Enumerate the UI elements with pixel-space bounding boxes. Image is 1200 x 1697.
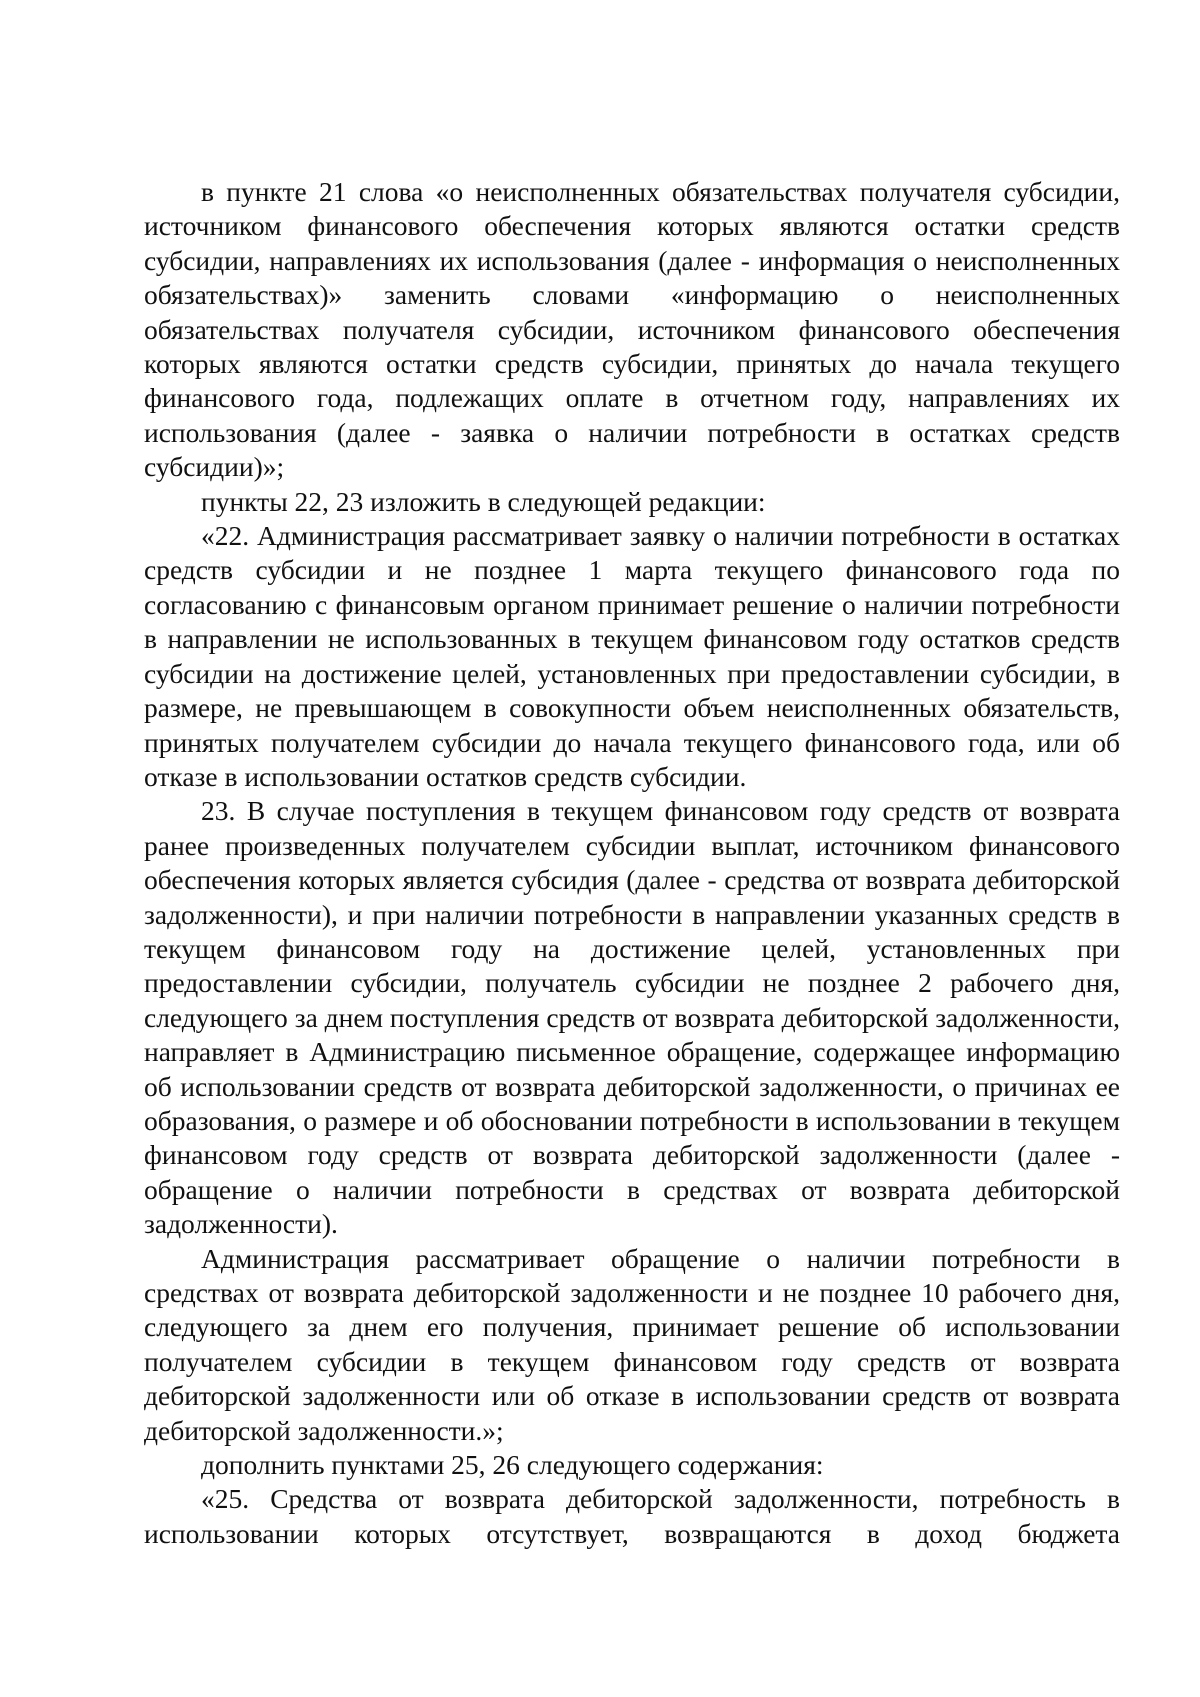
paragraph-item-21: в пункте 21 слова «о неисполненных обязательствах получателя субсидии, источником финансового обеспечения которых являются остатки средств субсидии, направлениях их использования (далее - информация о неисполненных обязательствах)» заменить словами «информацию о неисполненных обязательствах получателя субсидии, источником финансового обеспечения которых являются остатки средств субсидии, принятых до начала текущего финансового года, подлежащих оплате в отчетном году, направлениях их использования (далее - заявка о наличии потребности в остатках средств субсидии)»; [144, 176, 1120, 483]
document-body [144, 175, 1120, 1551]
paragraph-item-22: «22. Администрация рассматривает заявку о наличии потребности в остатках средств субсидии и не позднее 1 марта текущего финансового года по согласованию с финансовым органом принимает решение о наличии потребности в направлении не использованных в текущем финансовом году остатков средств субсидии на достижение целей, установленных при предоставлении субсидии, в размере, не превышающем в совокупности объем неисполненных обязательств, принятых получателем субсидии до начала текущего финансового года, или об отказе в использовании остатков средств субсидии. [144, 520, 1120, 792]
paragraph-item-23: 23. В случае поступления в текущем финансовом году средств от возврата ранее произведенных получателем субсидии выплат, источником финансового обеспечения которых является субсидия (далее - средства от возврата дебиторской задолженности), и при наличии потребности в направлении указанных средств в текущем финансовом году на достижение целей, установленных при предоставлении субсидии, получатель субсидии не позднее 2 рабочего дня, следующего за днем поступления средств от возврата дебиторской задолженности, направляет в Администрацию письменное обращение, содержащее информацию об использовании средств от возврата дебиторской задолженности, о причинах ее образования, о размере и об обосновании потребности в использовании в текущем финансовом году средств от возврата дебиторской задолженности (далее - обращение о наличии потребности в средствах от возврата дебиторской задолженности). [144, 795, 1120, 1240]
paragraph-items-22-23-intro: пункты 22, 23 изложить в следующей редакции: [201, 485, 766, 517]
paragraph-item-25: «25. Средства от возврата дебиторской задолженности, потребность в использовании которых отсутствует, возвращаются в доход бюджета [144, 1483, 1120, 1549]
paragraph-items-25-26-intro: дополнить пунктами 25, 26 следующего содержания: [201, 1449, 824, 1481]
paragraph-administration-decision: Администрация рассматривает обращение о наличии потребности в средствах от возврата дебиторской задолженности и не позднее 10 рабочего дня, следующего за днем его получения, принимает решение об использовании получателем субсидии в текущем финансовом году средств от возврата дебиторской задолженности или об отказе в использовании средств от возврата дебиторской задолженности.»; [144, 1242, 1120, 1446]
